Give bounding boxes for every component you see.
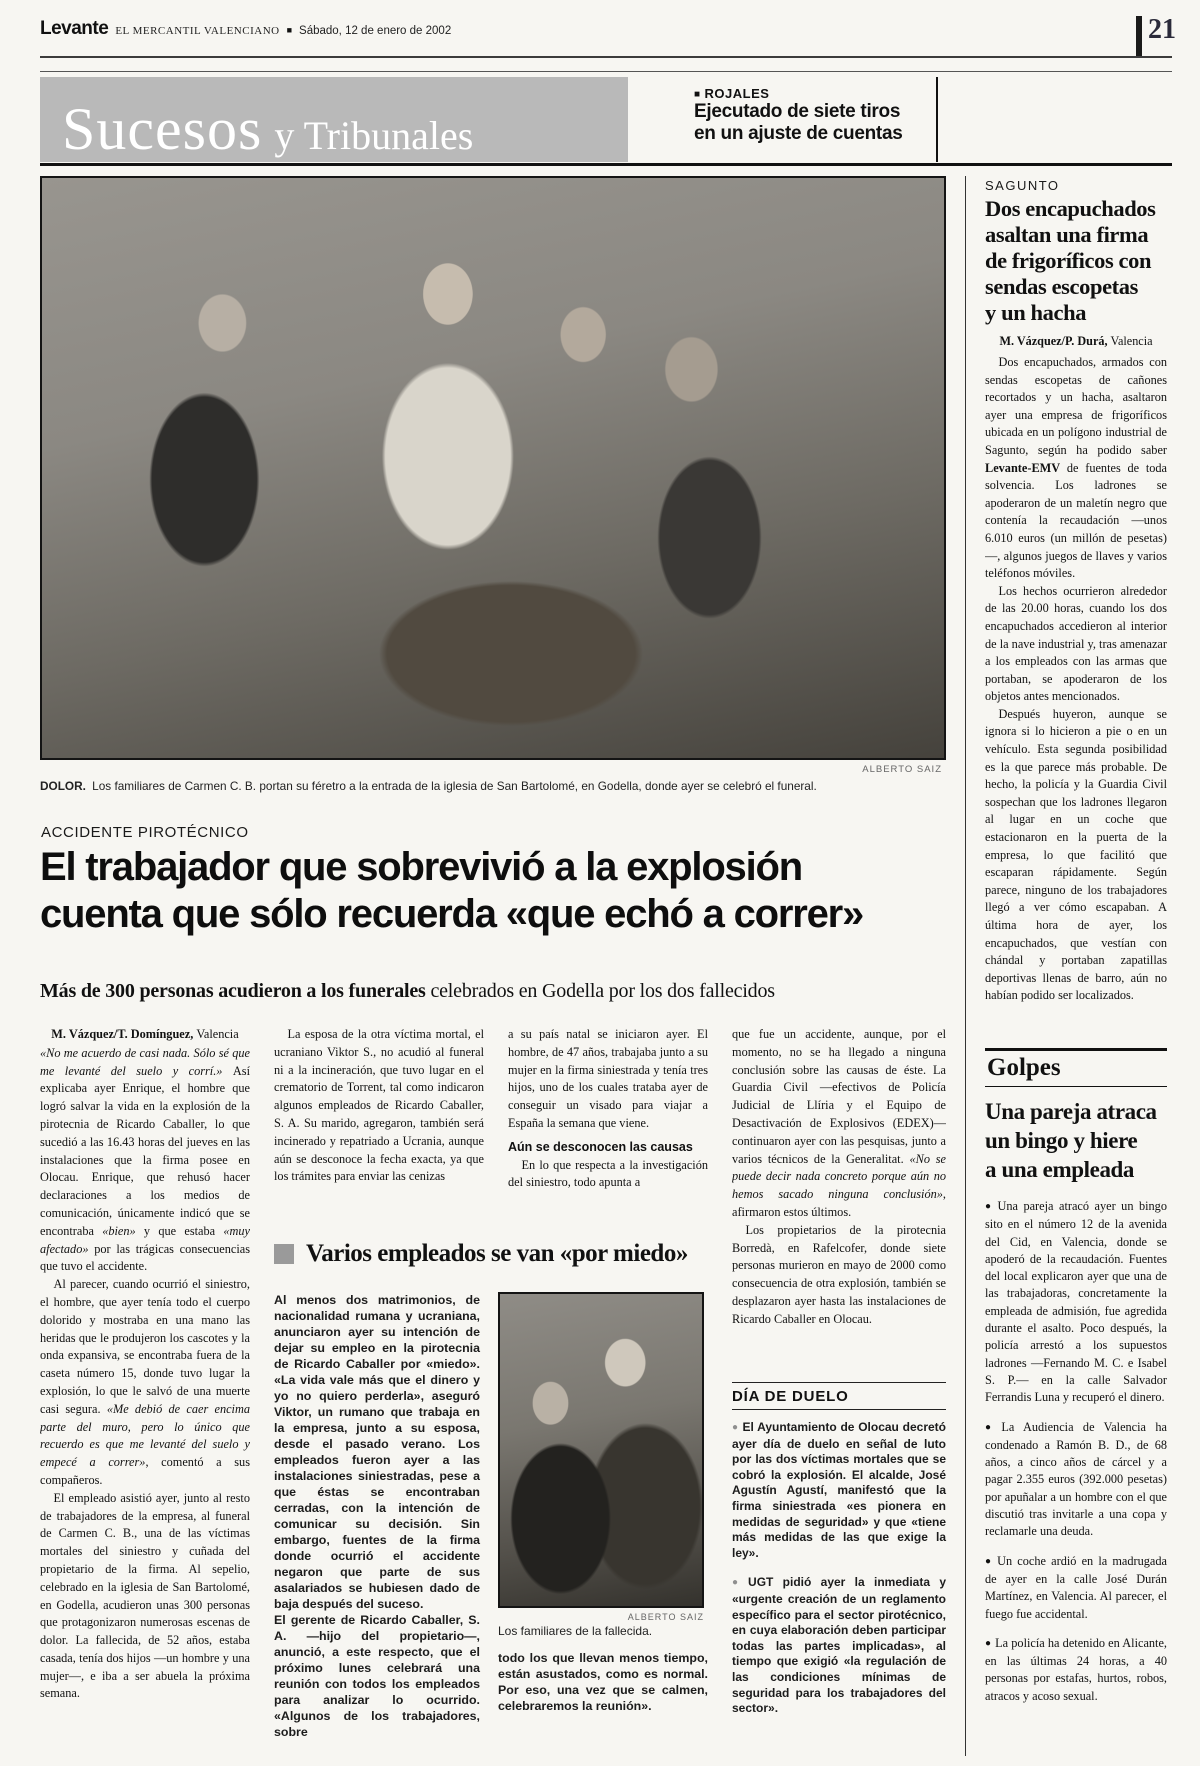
text-run: La esposa de la otra víctima mortal, el ucraniano Viktor S., no acudió al funeral ni a la incineración, que tuvo lugar en el crematorio de Torrent, tal como indicaron algunos empleados de Ricardo Caballer, S. A. Su marido, agregaron, también será incinerado y repatriado a Ucrania, aunque aún se desconoce la fecha exacta, ya que los trámites para enviar las cenizas	[274, 1027, 484, 1184]
brief-kicker	[694, 86, 934, 101]
sidebar-byline	[985, 334, 1167, 349]
section-title-band	[40, 77, 628, 162]
newspaper-brand-suffix: EL MERCANTIL VALENCIANO	[115, 25, 280, 37]
text-run: Un coche ardió en la madrugada de ayer en la calle José Durán Martínez, en Valencia. Al parecer, el fuego fue accidental.	[985, 1553, 1167, 1621]
square-bullet-icon: ■	[286, 25, 293, 35]
inset-story	[274, 1240, 708, 1766]
bullet-icon: ●	[985, 1421, 998, 1433]
text-run: M. Vázquez/T. Domínguez,	[51, 1027, 197, 1041]
text-run: La Audiencia de Valencia ha condenado a Ramón B. D., de 68 años, a cinco años de cárcel y a pagar 2.355 euros (392.000 pesetas) por apuñalar a un hombre con el que discutió tras invitarle a una copa y reclamarle una deuda.	[985, 1419, 1167, 1539]
photo-credit: ALBERTO SAIZ	[862, 764, 942, 775]
section-band-top-rule	[40, 71, 1172, 72]
text-run: y que estaba	[135, 1223, 224, 1238]
page-number: 21	[1148, 14, 1176, 45]
paragraph	[274, 1026, 484, 1186]
paragraph	[732, 1026, 946, 1222]
text-run: «No me acuerdo de casi nada. Sólo sé que me levanté del suelo y corrí.»	[40, 1045, 250, 1078]
masthead	[40, 18, 1130, 40]
brief-kicker-label: ROJALES	[704, 86, 770, 101]
section-rule	[985, 1048, 1167, 1051]
text-run: Aún se desconocen las causas	[508, 1139, 693, 1154]
mourners-photo	[498, 1292, 704, 1608]
inset-right-column	[498, 1292, 708, 1714]
article-column-4	[732, 1026, 946, 1370]
box-rule	[732, 1409, 946, 1410]
headline-line: un bingo y hiere	[985, 1128, 1138, 1153]
headline-line: cuenta que sólo recuerda «que echó a correr»	[40, 892, 864, 936]
article-subhead	[40, 980, 948, 1003]
article-kicker: ACCIDENTE PIROTÉCNICO	[41, 824, 249, 841]
text-run: Al menos dos matrimonios, de nacionalidad rumana y ucraniana, anunciaron ayer su intención de dejar su empleo en la pirotecnia de Ricardo Caballer por «miedo». «La vida vale más que el dinero y yo no quiero perderla», aseguró Viktor, un rumano que trabaja en la empresa, junto a su esposa, desde el pasado verano. Los empleados fueron ayer a las instalaciones siniestradas, pese a que éstas se encontraban cerradas, con la intención de comunicar su decisión. Sin embargo, fuentes de la firma donde ocurrió el accidente negaron que parte de sus asalariados se hubiesen dado de baja después del suceso.	[274, 1293, 480, 1611]
box-title: DÍA DE DUELO	[732, 1388, 849, 1405]
page-number-bar	[1136, 16, 1142, 56]
paragraph	[274, 1612, 480, 1740]
news-brief	[694, 86, 934, 145]
article-byline	[40, 1026, 250, 1044]
bullet-icon: ●	[985, 1555, 994, 1567]
photo-caption: Los familiares de la fallecida.	[498, 1624, 653, 1638]
paragraph	[732, 1222, 946, 1329]
subheading	[508, 1139, 708, 1157]
text-run: Una pareja atracó ayer un bingo sito en el número 12 de la avenida del Cid, en Valencia, donde se apoderó de la recaudación. Fuentes del local explicaron ayer que una de las trabajadoras, concretamente la empleada de admisión, fue agredida durante el asalto. Poco después, la policía arrestó a los supuestos ladrones —Fernando M. C. e Isabel S. P.— en la calle Salvador Ferrandis Luna y recuperó el dinero.	[985, 1199, 1167, 1405]
photo-credit: ALBERTO SAIZ	[627, 1612, 704, 1622]
headline-line: El trabajador que sobrevivió a la explosión	[40, 845, 802, 889]
text-run: En lo que respecta a la investigación del siniestro, todo apunta a	[508, 1157, 708, 1190]
sidebar-kicker: SAGUNTO	[985, 178, 1060, 193]
headline-line: y un hacha	[985, 300, 1087, 325]
square-bullet-icon	[274, 1244, 294, 1264]
paragraph	[508, 1157, 708, 1193]
funeral-photo	[40, 176, 946, 760]
text-run: «Me debió de caer encima parte del muro, pero lo único que recuerdo es que me levanté del suelo y empecé a correr»	[40, 1401, 250, 1470]
text-run: Los hechos ocurrieron alrededor de las 20.00 horas, cuando los dos encapuchados accedieron al interior de la nave industrial y, tras amenazar a los empleados con las armas que portaban, se apoderaron de los objetos antes mencionados.	[985, 583, 1167, 704]
sidebar-body	[985, 354, 1167, 1048]
duelo-box	[732, 1382, 946, 1731]
paragraph	[985, 354, 1167, 583]
text-run: Dos encapuchados, armados con sendas escopetas de cañones recortados y un hacha, asaltaron ayer una empresa de frigoríficos ubicada en un polígono industrial de Sagunto, según ha podido saber	[985, 355, 1167, 457]
caption-lead: DOLOR.	[40, 779, 86, 793]
paragraph	[732, 1575, 946, 1716]
box-rule	[732, 1382, 946, 1383]
inset-text-left	[274, 1292, 480, 1740]
text-run: a su país natal se iniciaron ayer. El hombre, de 47 años, trabajaba junto a su mujer en la firma siniestrada y tenía tres hijos, uno de los cuales trataba ayer de conseguir un visado para viajar a España la semana que viene.	[508, 1027, 708, 1130]
text-run: Los propietarios de la pirotecnia Borredà, en Rafelcofer, donde siete personas murieron en mayo de 2000 como consecuencia de otra explosión, también se desplazaron ayer hasta las instalaciones de Ricardo Caballer en Olocau.	[732, 1222, 946, 1326]
paragraph	[40, 1490, 250, 1704]
byline-authors: M. Vázquez/P. Durá,	[999, 334, 1111, 348]
section-band-bottom-rule	[40, 163, 1172, 166]
text-run: «bien»	[102, 1223, 136, 1238]
edition-date: Sábado, 12 de enero de 2002	[299, 25, 452, 37]
text-run: , comentó a sus compañeros.	[40, 1455, 250, 1487]
text-run: de fuentes de toda solvencia. Los ladrones se apoderaron de un maletín negro que contenía la recaudación —unos 6.010 euros (un millón de pesetas)—, algunos juegos de llaves y varios teléfonos móviles.	[985, 460, 1167, 581]
bullet-icon: ●	[985, 1201, 994, 1212]
text-run: Valencia	[196, 1027, 239, 1041]
subhead-rest: celebrados en Godella por los dos fallecidos	[425, 980, 775, 1002]
bullet-icon: ●	[732, 1577, 745, 1589]
paragraph	[985, 583, 1167, 706]
paragraph	[985, 1553, 1167, 1623]
section-subtitle: y Tribunales	[274, 113, 474, 158]
brief-headline-line: en un ajuste de cuentas	[694, 123, 903, 144]
paragraph	[498, 1650, 708, 1714]
box-items	[732, 1420, 946, 1717]
headline-line: de frigoríficos con	[985, 248, 1152, 273]
text-run: Después huyeron, aunque se ignora si lo hicieron a pie o en un vehículo. Esta segunda posibilidad es la que parece más probable. De hecho, la policía y la Guardia Civil sospechan que los ladrones llegaron al lugar en un coche que estacionaron en la puerta de la empresa, lo que facilitó que escaparan rápidamente. Según parece, ninguno de los trabajadores llegó a ver cómo escapaban. A última hora de ayer, los encapuchados, que vestían con chándal y portaban zapatillas deportivas llenas de barro, aún no habían podido ser localizados.	[985, 706, 1167, 1003]
brief-headline-line: Ejecutado de siete tiros	[694, 101, 901, 122]
byline-place: Valencia	[1110, 334, 1153, 348]
paragraph	[732, 1420, 946, 1561]
text-run: Levante-EMV	[985, 460, 1061, 475]
bullet-icon: ●	[732, 1422, 739, 1433]
text-run: que fue un accidente, aunque, por el momento, no se ha llegado a ninguna conclusión sobre las causas de éste. La Guardia Civil —efectivos de Policía Judicial de Llíria y el Equipo de Desactivación de Explosivos (EDEX)— continuaron ayer con las pesquisas, junto a varios técnicos de la Generalitat.	[732, 1027, 946, 1166]
text-run: Al parecer, cuando ocurrió el siniestro, el hombre, que ayer tenía todo el cuerpo dolorido y mostraba en una mano las heridas que le produjeron los cascotes y la onda expansiva, se encontraba fuera de la caseta número 15, donde tuvo lugar la explosión, lo que le salvó de una muerte casi segura.	[40, 1277, 250, 1416]
golpes-headline	[985, 1097, 1167, 1184]
text-run: , afirmaron estos últimos.	[732, 1187, 946, 1219]
headline-line: sendas escopetas	[985, 274, 1138, 299]
text-run: El empleado asistió ayer, junto al resto de trabajadores de la empresa, al funeral de Carmen C. B., una de las víctimas mortales del siniestro y cuñada del propietario de la firma. Al sepelio, celebrado en la iglesia de San Bartolomé, en Godella, acudieron unas 300 personas que protagonizaron numerosas escenas de dolor. La fallecida, de 52 años, estaba casada, tenía dos hijos —un hombre y una mujer—, e iba a ser abuela la próxima semana.	[40, 1490, 250, 1701]
text-run: La policía ha detenido en Alicante, en las últimas 24 horas, a 40 personas por estafas, hurtos, robos, atracos y acoso sexual.	[985, 1635, 1168, 1703]
inset-text-right	[498, 1650, 708, 1714]
text-run: «No se puede decir nada concreto porque aún no hemos sacado ninguna conclusión»	[732, 1151, 946, 1202]
section-title: Sucesos	[62, 96, 263, 162]
paragraph	[985, 706, 1167, 1005]
golpes-items	[985, 1198, 1167, 1705]
headline-line: Una pareja atraca	[985, 1099, 1157, 1124]
headline-line: a una empleada	[985, 1157, 1135, 1182]
paragraph	[985, 1635, 1167, 1705]
masthead-rule	[40, 56, 1172, 58]
golpes-title: Golpes	[987, 1054, 1061, 1081]
golpes-section	[985, 1048, 1167, 1717]
article-headline	[40, 844, 952, 938]
paragraph	[508, 1026, 708, 1133]
text-run: todo los que llevan menos tiempo, están asustados, como es normal. Por eso, una vez que se calmen, celebraremos la reunión».	[498, 1651, 708, 1713]
paragraph	[40, 1045, 250, 1276]
sidebar-headline	[985, 196, 1171, 326]
headline-line: Dos encapuchados	[985, 196, 1156, 221]
caption-text: Los familiares de Carmen C. B. portan su féretro a la entrada de la iglesia de San Bartolomé, en Godella, donde ayer se celebró el funeral.	[88, 779, 817, 793]
newspaper-brand: Levante	[40, 18, 109, 39]
inset-title: Varios empleados se van «por miedo»	[306, 1240, 688, 1267]
photo-caption	[40, 779, 946, 793]
inset-title-row	[274, 1240, 708, 1268]
bullet-icon: ●	[985, 1637, 992, 1649]
headline-line: asaltan una firma	[985, 222, 1149, 247]
text-run: El Ayuntamiento de Olocau decretó ayer día de duelo en señal de luto por las dos víctimas mortales que se cobró la explosión. El alcalde, José Agustín Agustí, manifestó que la firma siniestrada «es pionera en medidas de seguridad» y que «tiene más medidas de las que exige la ley».	[732, 1420, 946, 1560]
paragraph	[985, 1198, 1167, 1407]
section-band-divider	[936, 77, 938, 162]
section-rule	[985, 1086, 1167, 1087]
square-bullet-icon: ■	[694, 89, 701, 100]
text-run: Así explicaba ayer Enrique, el hombre que logró salvar la vida en la explosión de la pirotecnia de Ricardo Caballer, lo que sucedió a las 16.43 horas del jueves en las instalaciones que la firma posee en Olocau. Enrique, que rehusó hacer declaraciones a los medios de comunicación, únicamente indicó que se encontraba	[40, 1063, 250, 1238]
article-column-1	[40, 1026, 250, 1766]
paragraph	[40, 1276, 250, 1490]
text-run: El gerente de Ricardo Caballer, S. A. —hijo del propietario—, anunció, a este respecto, que el próximo lunes celebrará una reunión con todos los empleados para analizar lo ocurrido. «Algunos de los trabajadores, sobre	[274, 1613, 480, 1739]
subhead-bold: Más de 300 personas acudieron a los funerales	[40, 980, 426, 1002]
article-column-2	[274, 1026, 484, 1241]
column-divider	[965, 176, 966, 1756]
text-run: «muy afectado»	[40, 1223, 250, 1256]
text-run: UGT pidió ayer la inmediata y «urgente creación de un reglamento específico para el sector pirotécnico, en cuya elaboración deben participar todas las partes implicadas», al tiempo que exigió «la regulación de las condiciones mínimas de seguridad para los trabajadores del sector».	[732, 1575, 946, 1716]
article-column-3	[508, 1026, 708, 1241]
paragraph	[274, 1292, 480, 1612]
text-run: por las trágicas consecuencias que tuvo el accidente.	[40, 1241, 250, 1274]
paragraph	[985, 1419, 1167, 1541]
